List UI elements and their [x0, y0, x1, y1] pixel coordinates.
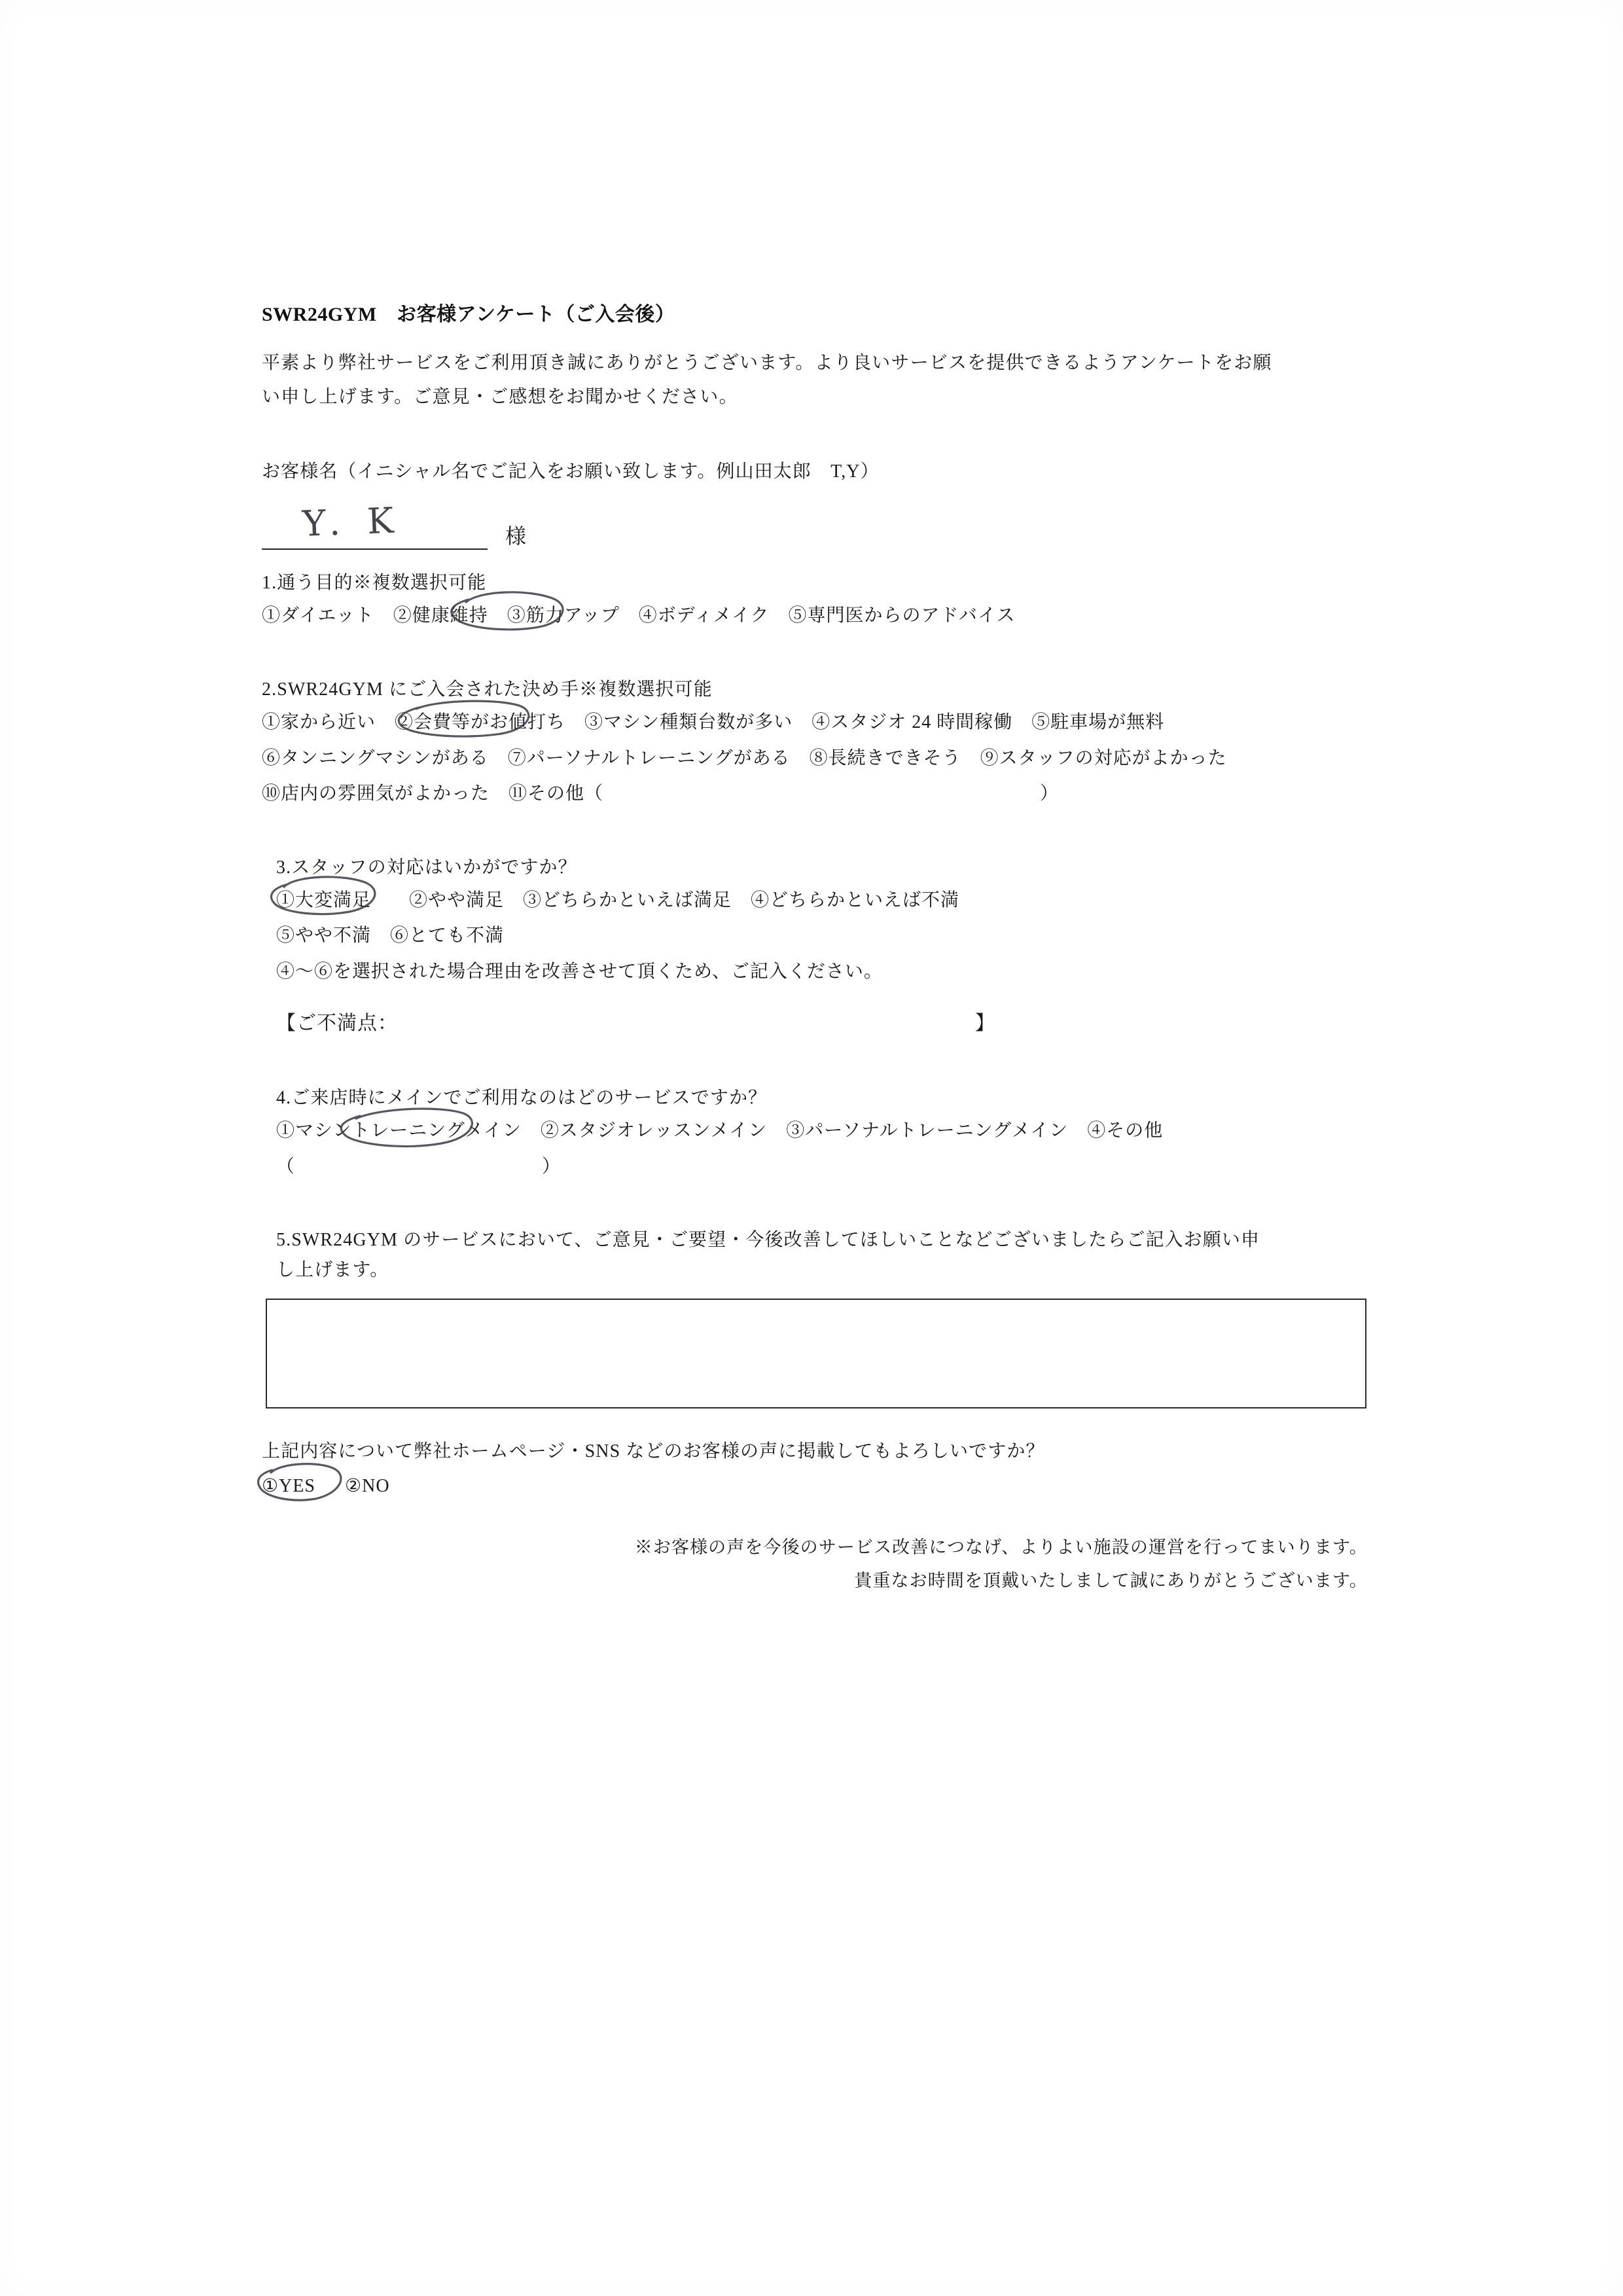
publish-option-yes[interactable]: ①YES — [262, 1476, 315, 1497]
dissatisfaction-field[interactable] — [262, 1005, 1374, 1043]
publish-question: 上記内容について弊社ホームページ・SNS などのお客様の声に掲載してもよろしいですか？ — [262, 1441, 1045, 1462]
publish-options[interactable] — [262, 1469, 1374, 1505]
question-3-options-line-1: ①大変満足 ②やや満足 ③どちらかといえば満足 ④どちらかといえば不満 — [276, 889, 960, 910]
dissatisfaction-label: 【ご不満点： — [276, 1012, 398, 1034]
free-comment-box[interactable] — [266, 1299, 1366, 1408]
survey-content — [262, 298, 1374, 1598]
footer-note-2: 貴重なお時間を頂戴いたしまして誠にありがとうございます。 — [854, 1570, 1368, 1590]
name-underline — [262, 548, 488, 550]
question-5-title-line-2: し上げます。 — [276, 1260, 389, 1281]
intro-line-2: い申し上げます。ご意見・ご感想をお聞かせください。 — [262, 386, 738, 407]
question-5-title-line-1: 5.SWR24GYM のサービスにおいて、ご意見・ご要望・今後改善してほしいことなどございましたらご記入お願い申 — [276, 1230, 1260, 1251]
page-title: SWR24GYM お客様アンケート（ご入会後） — [262, 304, 675, 325]
question-3-title: 3.スタッフの対応はいかがですか？ — [276, 857, 577, 878]
name-answer-row[interactable] — [262, 500, 1374, 560]
dissatisfaction-close-bracket: 】 — [975, 1012, 995, 1034]
question-1-options[interactable] — [262, 598, 1374, 634]
handwritten-name-value: Y. K — [301, 499, 402, 545]
name-suffix-label: 様 — [505, 524, 527, 548]
question-1-options-text: ①ダイエット ②健康維持 ③筋力アップ ④ボディメイク ⑤専門医からのアドバイス — [262, 605, 1016, 626]
question-1-title: 1.通う目的※複数選択可能 — [262, 573, 487, 594]
question-3-options-line-2: ⑤やや不満 ⑥とても不満 — [276, 925, 505, 946]
footer-note-1: ※お客様の声を今後のサービス改善につなげ、よりよい施設の運営を行ってまいります。 — [634, 1537, 1368, 1557]
question-2-title: 2.SWR24GYM にご入会された決め手※複数選択可能 — [262, 679, 713, 700]
question-2-options[interactable] — [262, 705, 1374, 812]
question-4-options-text: ①マシントレーニングメイン ②スタジオレッスンメイン ③パーソナルトレーニングメイン ④その他 — [276, 1121, 1164, 1141]
question-4-title: 4.ご来店時にメインでご利用なのはどのサービスですか？ — [276, 1088, 768, 1109]
question-4-options[interactable] — [262, 1113, 1374, 1185]
question-2-options-line-1: ①家から近い ②会費等がお値打ち ③マシン種類台数が多い ④スタジオ 24 時間稼働 ⑤駐車場が無料 — [262, 711, 1165, 732]
question-3-note: ④～⑥を選択された場合理由を改善させて頂くため、ご記入ください。 — [276, 961, 883, 982]
publish-option-no[interactable]: ②NO — [345, 1476, 390, 1497]
intro-line-1: 平素より弊社サービスをご利用頂き誠にありがとうございます。より良いサービスを提供できるようアンケートをお願 — [262, 353, 1272, 373]
name-prompt: お客様名（イニシャル名でご記入をお願い致します。例山田太郎 T,Y） — [262, 461, 880, 482]
question-4-other-field[interactable]: （ ） — [276, 1156, 562, 1177]
question-2-options-line-3: ⑩店内の雰囲気がよかった ⑪その他（ ） — [262, 783, 1060, 804]
question-3-options[interactable] — [262, 883, 1374, 954]
question-2-options-line-2: ⑥タンニングマシンがある ⑦パーソナルトレーニングがある ⑧長続きできそう ⑨スタッフの対応がよかった — [262, 747, 1227, 768]
